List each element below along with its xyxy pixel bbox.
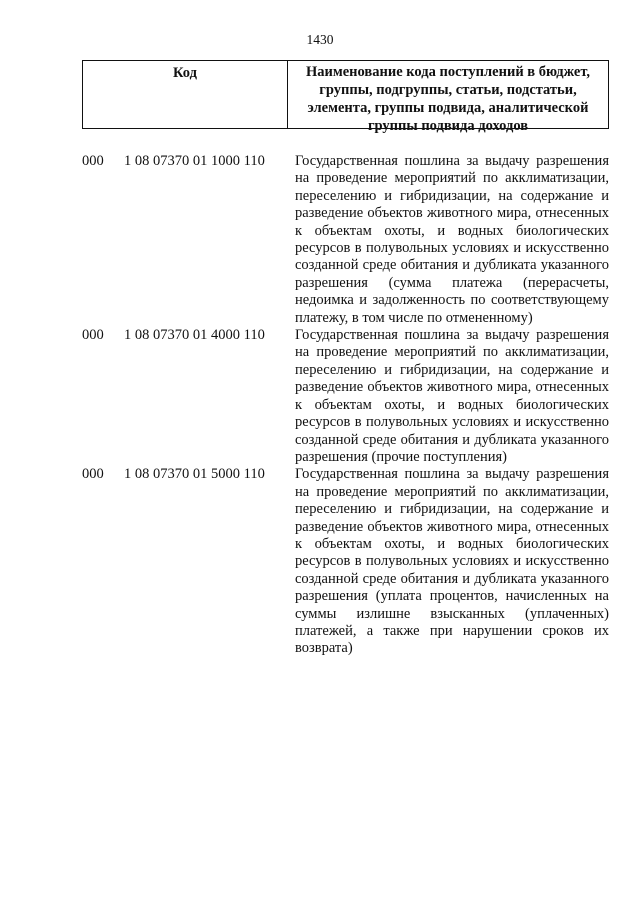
row-description: Государственная пошлина за выдачу разрешения на проведение мероприятий по акклиматизации, переселению и гибридизации, на содержание и разведение объектов животного мира, отнесенных к объектам охоты, и водных биологических ресурсов в полувольных условиях и искусственно созданной среде обитания и дубликата указанного разрешения (прочие поступления) xyxy=(295,327,609,465)
row-description: Государственная пошлина за выдачу разрешения на проведение мероприятий по акклиматизации, переселению и гибридизации, на содержание и разведение объектов животного мира, отнесенных к объектам охоты, и водных биологических ресурсов в полувольных условиях и искусственно созданной среде обитания и дубликата указанного разрешения (уплата процентов, начисленных на суммы излишне взысканных (уплаченных) платежей, а также при нарушении сроков их возврата) xyxy=(295,466,609,657)
row-code: 1 08 07370 01 1000 110 xyxy=(124,153,265,169)
table-row xyxy=(82,153,609,327)
row-prefix: 000 xyxy=(82,153,104,169)
row-code: 1 08 07370 01 4000 110 xyxy=(124,327,265,344)
row-description: Государственная пошлина за выдачу разрешения на проведение мероприятий по акклиматизации, переселению и гибридизации, на содержание и разведение объектов животного мира, отнесенных к объектам охоты, и водных биологических ресурсов в полувольных условиях и искусственно созданной среде обитания и дубликата указанного разрешения (сумма платежа (перерасчеты, недоимка и задолженность по соответствующему платежу, в том числе по отмененному) xyxy=(295,153,609,326)
table-row xyxy=(82,466,609,657)
revenue-code-list xyxy=(82,153,609,658)
row-prefix: 000 xyxy=(82,327,104,344)
page-number: 1430 xyxy=(306,32,334,47)
table-row xyxy=(82,327,609,466)
row-prefix: 000 xyxy=(82,466,104,483)
header-name-label: Наименование кода поступлений в бюджет, группы, подгруппы, статьи, подстатьи, элемента, группы подвида, аналитической группы подвида доходов xyxy=(305,64,591,134)
table-header xyxy=(82,60,609,134)
header-code-label: Код xyxy=(83,61,288,128)
row-code: 1 08 07370 01 5000 110 xyxy=(124,466,265,483)
